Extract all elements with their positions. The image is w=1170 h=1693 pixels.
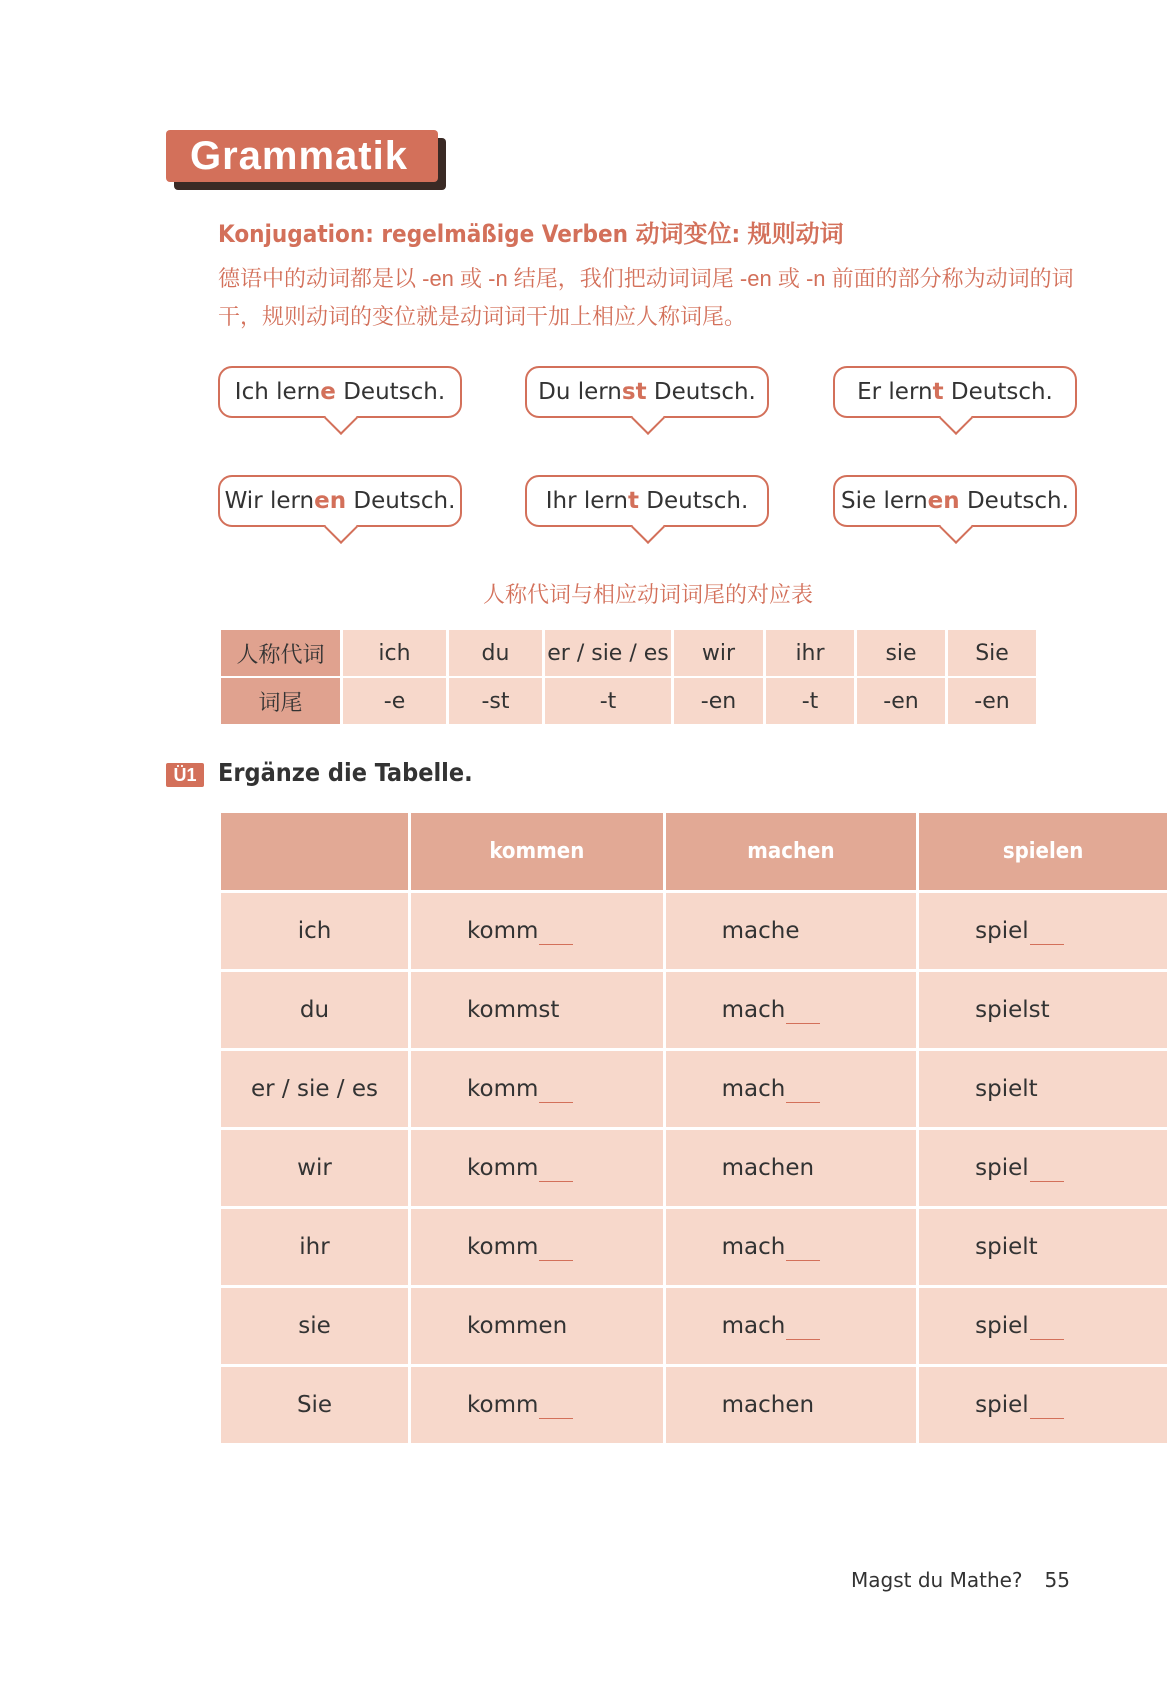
conjugation-header-cell: machen xyxy=(666,813,916,890)
verb-cell: machen xyxy=(666,1130,916,1206)
pronoun-cell: sie xyxy=(221,1288,408,1364)
conjugation-header-cell xyxy=(221,813,408,890)
ending-cell: -en xyxy=(674,678,763,724)
bubble-tail xyxy=(324,401,358,435)
bubble-text: Sie lernen Deutsch. xyxy=(841,488,1069,514)
ending-cell: -e xyxy=(343,678,446,724)
verb-ending: st xyxy=(621,379,647,405)
ending-row xyxy=(221,678,1036,724)
pronoun-cell: ich xyxy=(343,630,446,676)
answer-blank[interactable] xyxy=(786,997,820,1024)
fill-in-cell[interactable]: komm xyxy=(411,1367,663,1443)
footer-chapter: Magst du Mathe? xyxy=(851,1568,1023,1592)
fill-in-cell[interactable]: komm xyxy=(411,1130,663,1206)
pronoun-cell: ihr xyxy=(221,1209,408,1285)
ending-cell: -t xyxy=(766,678,854,724)
exercise-title: Ergänze die Tabelle. xyxy=(218,758,473,787)
pronoun-cell: er / sie / es xyxy=(221,1051,408,1127)
verb-cell: spielt xyxy=(919,1051,1167,1127)
example-bubble xyxy=(525,475,769,527)
table-row xyxy=(221,1367,1167,1443)
answer-blank[interactable] xyxy=(786,1234,820,1261)
conjugation-header-cell: kommen xyxy=(411,813,663,890)
answer-blank[interactable] xyxy=(786,1076,820,1103)
row-label: 词尾 xyxy=(221,678,340,724)
answer-blank[interactable] xyxy=(539,1392,573,1419)
answer-blank[interactable] xyxy=(539,1234,573,1261)
table-row xyxy=(221,1051,1167,1127)
example-bubble xyxy=(218,475,462,527)
table-row xyxy=(221,1130,1167,1206)
bubble-tail xyxy=(939,510,973,544)
fill-in-cell[interactable]: komm xyxy=(411,1051,663,1127)
grammar-subtitle: Konjugation: regelmäßige Verben 动词变位: 规则动词 xyxy=(218,220,844,248)
verb-ending: en xyxy=(314,488,347,514)
fill-in-cell[interactable]: spiel xyxy=(919,893,1167,969)
bubble-text: Ich lerne Deutsch. xyxy=(234,379,446,405)
fill-in-cell[interactable]: mach xyxy=(666,1051,916,1127)
answer-blank[interactable] xyxy=(1030,918,1064,945)
pronoun-cell: er / sie / es xyxy=(545,630,671,676)
table-row xyxy=(221,1209,1167,1285)
bubble-text: Wir lernen Deutsch. xyxy=(224,488,456,514)
bubble-text: Ihr lernt Deutsch. xyxy=(545,488,749,514)
fill-in-cell[interactable]: komm xyxy=(411,1209,663,1285)
page-number: 55 xyxy=(1044,1568,1070,1592)
answer-blank[interactable] xyxy=(539,1155,573,1182)
pronoun-cell: Sie xyxy=(221,1367,408,1443)
pronoun-cell: ich xyxy=(221,893,408,969)
fill-in-cell[interactable]: spiel xyxy=(919,1288,1167,1364)
fill-in-cell[interactable]: mach xyxy=(666,1209,916,1285)
conjugation-table xyxy=(218,810,1170,1446)
example-bubble xyxy=(525,366,769,418)
fill-in-cell[interactable]: komm xyxy=(411,893,663,969)
pronoun-cell: du xyxy=(221,972,408,1048)
section-title: Grammatik xyxy=(166,130,438,182)
exercise-badge: Ü1 xyxy=(166,763,204,787)
answer-blank[interactable] xyxy=(539,918,573,945)
bubble-tail xyxy=(324,510,358,544)
fill-in-cell[interactable]: spiel xyxy=(919,1130,1167,1206)
pronoun-cell: wir xyxy=(674,630,763,676)
pronoun-row xyxy=(221,630,1036,676)
table-row xyxy=(221,972,1167,1048)
ending-cell: -st xyxy=(449,678,542,724)
verb-cell: spielst xyxy=(919,972,1167,1048)
example-bubble xyxy=(218,366,462,418)
pronoun-cell: du xyxy=(449,630,542,676)
answer-blank[interactable] xyxy=(1030,1392,1064,1419)
pronoun-table-caption: 人称代词与相应动词词尾的对应表 xyxy=(482,582,813,607)
pronoun-cell: ihr xyxy=(766,630,854,676)
section-title-badge xyxy=(166,130,438,182)
verb-ending: en xyxy=(927,488,960,514)
pronoun-cell: Sie xyxy=(948,630,1036,676)
answer-blank[interactable] xyxy=(1030,1155,1064,1182)
page-footer xyxy=(851,1568,1070,1592)
bubble-text: Er lernt Deutsch. xyxy=(857,379,1053,405)
grammar-intro: 德语中的动词都是以 -en 或 -n 结尾，我们把动词词尾 -en 或 -n 前面的部分称为动词的词干，规则动词的变位就是动词词干加上相应人称词尾。 xyxy=(218,266,1074,329)
fill-in-cell[interactable]: spiel xyxy=(919,1367,1167,1443)
ending-cell: -en xyxy=(857,678,945,724)
answer-blank[interactable] xyxy=(786,1313,820,1340)
verb-cell: spielt xyxy=(919,1209,1167,1285)
ending-cell: -en xyxy=(948,678,1036,724)
table-row xyxy=(221,1288,1167,1364)
verb-cell: kommen xyxy=(411,1288,663,1364)
verb-cell: mache xyxy=(666,893,916,969)
answer-blank[interactable] xyxy=(539,1076,573,1103)
fill-in-cell[interactable]: mach xyxy=(666,1288,916,1364)
example-bubble xyxy=(833,366,1077,418)
pronoun-ending-table xyxy=(218,628,1039,726)
bubble-text: Du lernst Deutsch. xyxy=(538,379,756,405)
table-row xyxy=(221,893,1167,969)
bubble-tail xyxy=(939,401,973,435)
conjugation-header-cell: spielen xyxy=(919,813,1167,890)
pronoun-cell: wir xyxy=(221,1130,408,1206)
answer-blank[interactable] xyxy=(1030,1313,1064,1340)
verb-cell: machen xyxy=(666,1367,916,1443)
verb-ending: e xyxy=(320,379,336,405)
pronoun-cell: sie xyxy=(857,630,945,676)
ending-cell: -t xyxy=(545,678,671,724)
verb-cell: kommst xyxy=(411,972,663,1048)
example-bubble xyxy=(833,475,1077,527)
row-label: 人称代词 xyxy=(221,630,340,676)
verb-ending: t xyxy=(628,488,639,514)
verb-ending: t xyxy=(932,379,944,405)
conjugation-header-row xyxy=(221,813,1167,890)
bubble-tail xyxy=(631,510,665,544)
bubble-tail xyxy=(631,401,665,435)
fill-in-cell[interactable]: mach xyxy=(666,972,916,1048)
